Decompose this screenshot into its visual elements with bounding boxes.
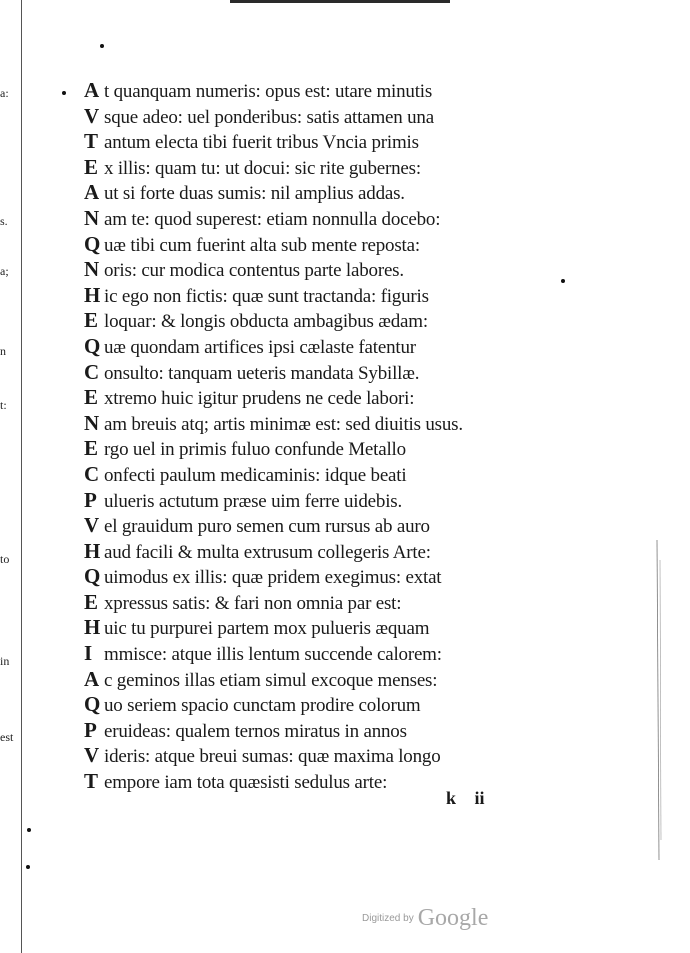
acrostic-initial: E [84,385,98,410]
verse-text: x illis: quam tu: ut docui: sic rite gubernes: [104,157,421,179]
bleed-through-mark: to [0,552,10,566]
verse-text: ic ego non fictis: quæ sunt tractanda: figuris [104,285,429,307]
verse-text: empore iam tota quæsisti sedulus arte: [104,772,388,794]
page-gutter-edge [21,0,22,953]
ink-speck [26,865,30,869]
verse-text: onfecti paulum medicaminis: idque beati [104,464,407,486]
verse-line [84,385,544,411]
acrostic-initial: H [84,615,101,640]
verse-text: oris: cur modica contentus parte labores. [104,260,404,282]
verse-text: sque adeo: uel ponderibus: satis attamen una [104,106,434,128]
acrostic-initial: P [84,487,97,512]
acrostic-initial: H [84,538,101,563]
acrostic-initial: Q [84,692,101,717]
ink-speck [100,44,104,48]
verse-text: antum electa tibi fuerit tribus Vncia primis [104,132,419,154]
acrostic-initial: C [84,461,99,486]
verse-text: loquar: & longis obducta ambagibus ædam: [104,311,428,333]
verse-text: uimodus ex illis: quæ pridem exegimus: extat [104,567,442,589]
bleed-through-mark: t: [0,398,7,412]
verse-text: uo seriem spacio cunctam prodire colorum [104,695,421,717]
ink-speck [561,279,565,283]
acrostic-initial: P [84,717,97,742]
acrostic-initial: E [84,436,98,461]
verse-line [84,334,544,360]
acrostic-initial: T [84,769,98,794]
acrostic-initial: V [84,103,99,128]
verse-line [84,232,544,258]
verse-text: rgo uel in primis fuluo confunde Metallo [104,439,406,461]
bleed-through-mark: a; [0,264,9,278]
acrostic-initial: A [84,666,99,691]
verse-text: el grauidum puro semen cum rursus ab auro [104,516,430,538]
watermark-prefix: Digitized by [362,913,414,924]
verse-text: mmisce: atque illis lentum succende calorem: [104,644,442,666]
verse-line [84,360,544,386]
verse-text: c geminos illas etiam simul excoque menses: [104,669,438,691]
acrostic-initial: T [84,129,98,154]
ink-speck [62,91,66,95]
acrostic-initial: Q [84,564,101,589]
verse-line [84,155,544,181]
verse-line [84,513,544,539]
verse-text: uic tu purpurei partem mox pulueris æquam [104,618,430,640]
acrostic-initial: A [84,78,99,102]
bleed-through-mark: est [0,730,14,744]
verse-text: xpressus satis: & fari non omnia par est: [104,592,402,614]
verse-line [84,78,544,104]
acrostic-initial: Q [84,231,101,256]
acrostic-initial: N [84,410,99,435]
verse-line [84,539,544,565]
verse-line [84,257,544,283]
verse-text: onsulto: tanquam ueteris mandata Sybillæ. [104,362,420,384]
verse-line [84,206,544,232]
ink-speck [27,828,31,832]
signature-mark: k ii [446,788,485,808]
verse-line [84,641,544,667]
verse-line [84,129,544,155]
verse-line [84,462,544,488]
verse-text: xtremo huic igitur prudens ne cede labori: [104,388,415,410]
acrostic-initial: C [84,359,99,384]
verse-text: eruideas: qualem ternos miratus in annos [104,720,407,742]
verse-text: ut si forte duas sumis: nil amplius addas. [104,183,405,205]
bleed-through-mark: in [0,654,10,668]
bleed-through-mark: s. [0,214,8,228]
verse-line [84,104,544,130]
verse-text: aud facili & multa extrusum collegeris Arte: [104,541,431,563]
google-logo: Google [417,905,489,931]
verse-line [84,718,544,744]
verse-text: am te: quod superest: etiam nonnulla docebo: [104,208,441,230]
verse-line [84,308,544,334]
verse-line [84,180,544,206]
acrostic-initial: V [84,743,99,768]
acrostic-initial: Q [84,333,101,358]
acrostic-initial: N [84,257,99,282]
acrostic-initial: V [84,513,99,538]
verse-text: ideris: atque breui sumas: quæ maxima longo [104,746,441,768]
verse-line [84,667,544,693]
acrostic-initial: N [84,205,99,230]
verse-line [84,488,544,514]
verse-line [84,743,544,769]
bleed-through-mark: a: [0,86,9,100]
acrostic-initial: E [84,154,98,179]
verse-line [84,411,544,437]
acrostic-initial: H [84,282,101,307]
verse-text: uæ tibi cum fuerint alta sub mente reposta: [104,234,420,256]
acrostic-initial: E [84,308,98,333]
verse-text: uæ quondam artifices ipsi cælaste fatentur [104,336,416,358]
verse-line [84,692,544,718]
verse-block [84,78,544,795]
acrostic-initial: E [84,589,98,614]
acrostic-initial: A [84,180,99,205]
verse-text: t quanquam numeris: opus est: utare minutis [104,81,433,102]
verse-text: am breuis atq; artis minimæ est: sed diuitis usus. [104,413,463,435]
verse-line [84,615,544,641]
verse-text: ulueris actutum præse uim ferre uidebis. [104,490,403,512]
verse-line [84,436,544,462]
acrostic-initial: I [84,641,92,666]
verse-line [84,564,544,590]
bleed-through-mark: n [0,344,6,358]
verse-line [84,590,544,616]
top-rule [230,0,450,3]
digitized-by-watermark [362,905,488,932]
right-edge-shadow [655,540,663,860]
verse-line [84,283,544,309]
